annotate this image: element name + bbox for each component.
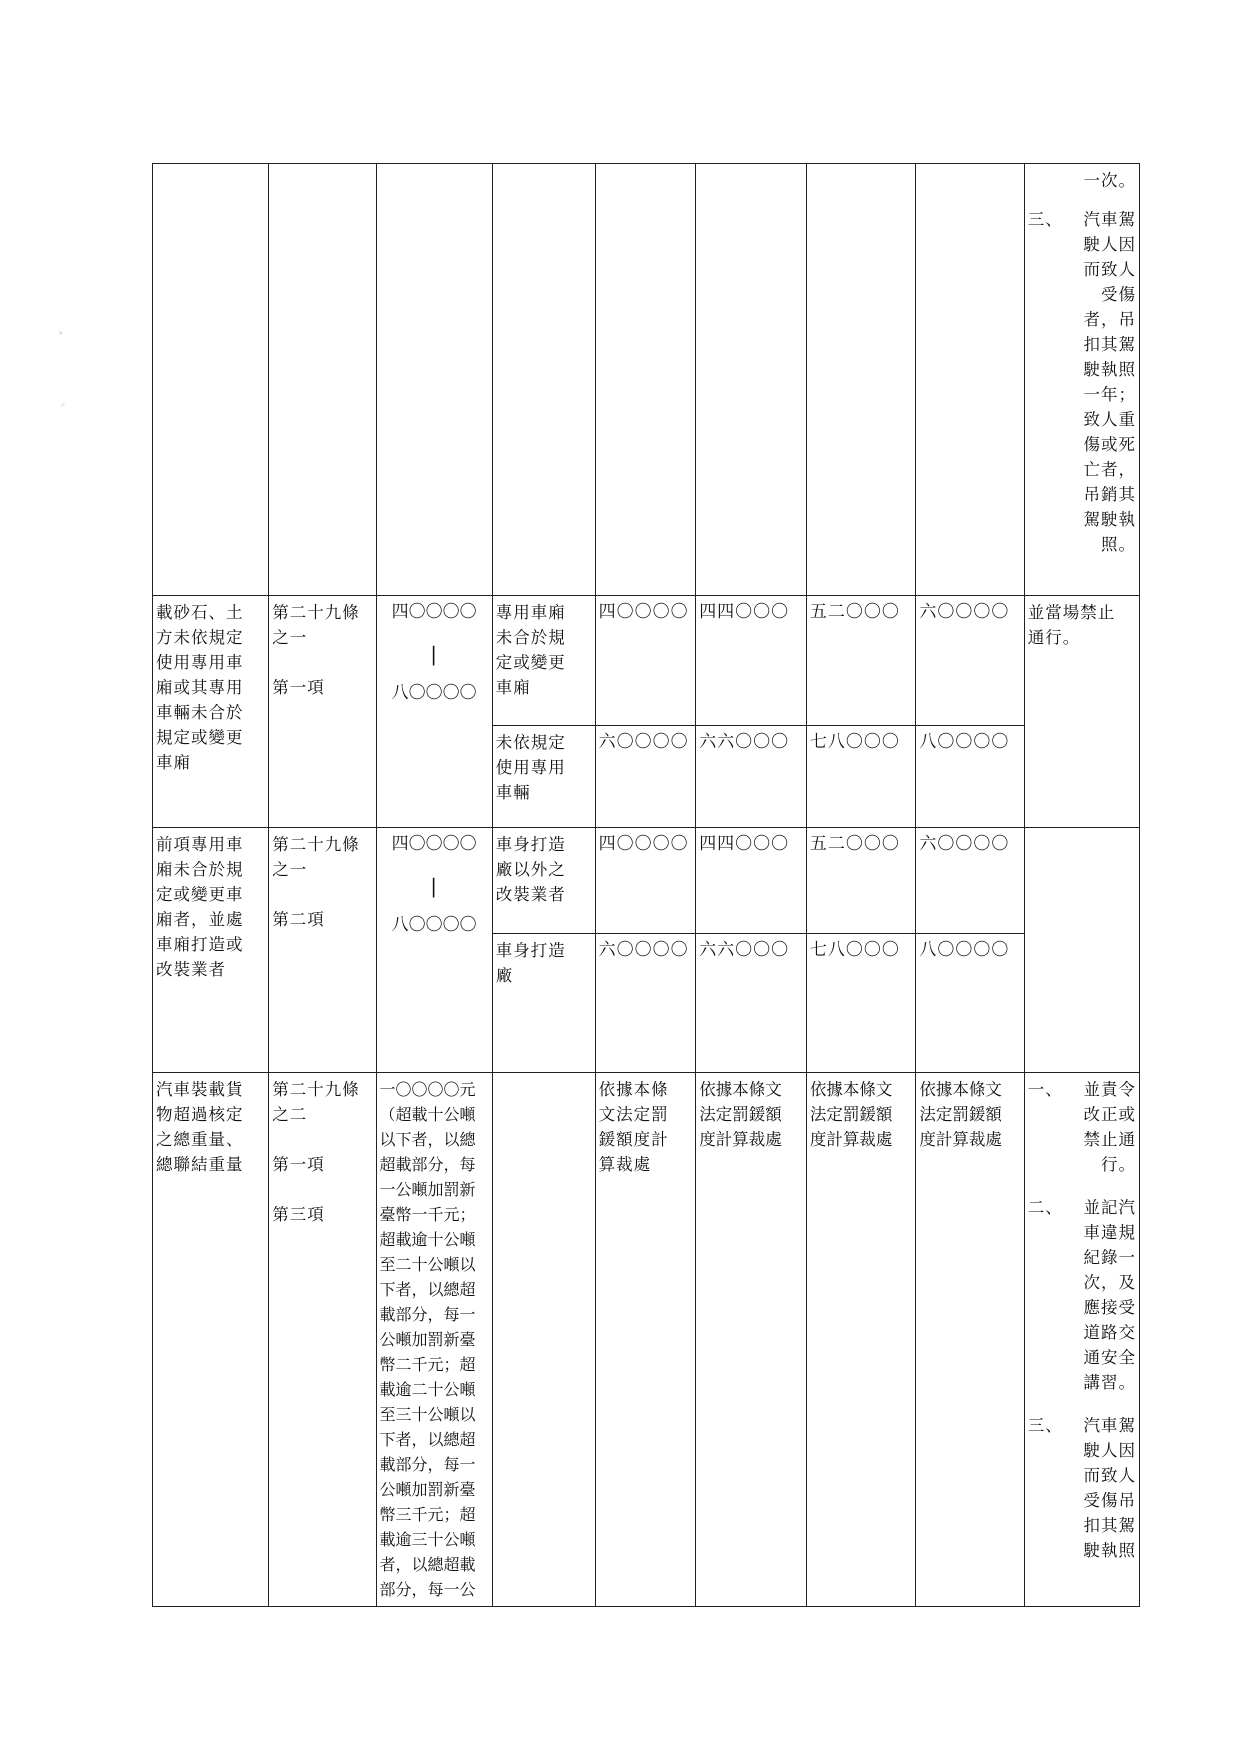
fine-cell [916,164,1024,596]
fine-cell: 六〇〇〇〇 [595,726,696,828]
range-high: 八〇〇〇〇 [391,683,477,703]
violation-cell: 載砂石、土 方未依規定 使用專用車 廂或其專用 車輛未合於 規定或變更 車廂 [153,596,269,828]
fine-cell [595,164,696,596]
subcategory-cell: 車身打造 廠以外之 改裝業者 [492,828,595,934]
range-low: 四〇〇〇〇 [391,602,477,622]
article-text: 第二十九條 之一 [272,603,360,647]
article-paragraph: 第一項 [272,1155,325,1174]
fine-cell: 五二〇〇〇 [806,828,916,934]
range-dash: | [430,874,439,898]
article-cell [269,1073,376,1607]
range-high: 八〇〇〇〇 [391,915,477,935]
table-row [153,1073,1140,1607]
notes-cell [1024,164,1139,596]
fine-cell: 四〇〇〇〇 [595,828,696,934]
subcategory-cell: 專用車廂 未合於規 定或變更 車廂 [492,596,595,726]
range-dash: | [430,642,439,666]
fine-cell: 六六〇〇〇 [696,934,807,1073]
notes-cell [1024,828,1139,1073]
table-row [153,596,1140,726]
fine-cell [806,164,916,596]
fine-cell: 六〇〇〇〇 [595,934,696,1073]
fine-cell: 依據本條文 法定罰鍰額 度計算裁處 [916,1073,1024,1607]
fine-cell: 八〇〇〇〇 [916,726,1024,828]
note-number: 三、 [1027,1416,1063,1435]
table-row [153,828,1140,934]
note-item [1028,207,1136,557]
fine-cell: 依據本條文 法定罰鍰額 度計算裁處 [806,1073,916,1607]
notes-cell [1024,1073,1139,1607]
range-low: 四〇〇〇〇 [391,834,477,854]
subcategory-cell [492,1073,595,1607]
article-text: 第二十九條 之二 [272,1080,360,1124]
note-text: 汽車駕 駛人因 而致人 受傷 者，吊 扣其駕 駛執照 一年； 致人重 傷或死 亡者， 吊銷其 駕駛執 照。 [1083,210,1136,554]
penalty-table [152,163,1140,1607]
fine-cell: 四〇〇〇〇 [595,596,696,726]
note-item [1028,1077,1136,1177]
fine-cell: 四四〇〇〇 [696,596,807,726]
article-text: 第二十九條 之一 [272,835,360,879]
fine-cell: 六〇〇〇〇 [916,596,1024,726]
fine-cell: 依據本條文 法定罰鍰額 度計算裁處 [696,1073,807,1607]
note-number: 一、 [1027,1080,1063,1099]
table-row [153,164,1140,596]
subcategory-cell: 車身打造 廠 [492,934,595,1073]
note-text: 汽車駕 駛人因 而致人 受傷吊 扣其駕 駛執照 [1083,1416,1136,1560]
note-tail: 一次。 [1083,171,1136,190]
article-paragraph: 第三項 [272,1205,325,1224]
fine-cell: 六〇〇〇〇 [916,828,1024,934]
article-cell [269,164,376,596]
range-cell [376,164,492,596]
note-number: 二、 [1027,1198,1063,1217]
article-cell [269,828,376,1073]
fine-cell: 七八〇〇〇 [806,934,916,1073]
fine-cell: 六六〇〇〇 [696,726,807,828]
note-text: 並記汽 車違規 紀錄一 次，及 應接受 道路交 通安全 講習。 [1083,1198,1136,1392]
fine-cell: 七八〇〇〇 [806,726,916,828]
article-cell [269,596,376,828]
range-cell [376,596,492,828]
article-paragraph: 第二項 [272,910,325,929]
scan-speck: ⸝ [60,396,66,409]
subcategory-cell: 未依規定 使用專用 車輛 [492,726,595,828]
violation-cell [153,164,269,596]
fine-cell: 四四〇〇〇 [696,828,807,934]
fine-description-cell: 一〇〇〇〇元 （超載十公噸 以下者，以總 超載部分，每 一公噸加罰新 臺幣一千元； 超載逾十公噸 至二十公噸以 下者，以總超 載部分，每一 公噸加罰新臺 幣二千元；超 載逾二十公噸 至三十公噸以 下者，以總超 載部分，每一 公噸加罰新臺 幣三千元；超 載逾三十公噸 者，以總超載 部分，每一公 [376,1073,492,1607]
violation-cell: 前項專用車 廂未合於規 定或變更車 廂者，並處 車廂打造或 改裝業者 [153,828,269,1073]
fine-cell: 依據本條 文法定罰 鍰額度計 算裁處 [595,1073,696,1607]
subcategory-cell [492,164,595,596]
notes-cell: 並當場禁止 通行。 [1024,596,1139,828]
range-cell [376,828,492,1073]
article-paragraph: 第一項 [272,678,325,697]
fine-cell: 八〇〇〇〇 [916,934,1024,1073]
fine-cell [696,164,807,596]
note-item [1028,1413,1136,1563]
violation-cell: 汽車裝載貨 物超過核定 之總重量、 總聯結重量 [153,1073,269,1607]
scan-speck: ˃ [58,330,64,343]
note-item [1028,1195,1136,1395]
note-text: 並責令 改正或 禁止通 行。 [1083,1080,1136,1174]
note-number: 三、 [1027,210,1063,229]
fine-cell: 五二〇〇〇 [806,596,916,726]
